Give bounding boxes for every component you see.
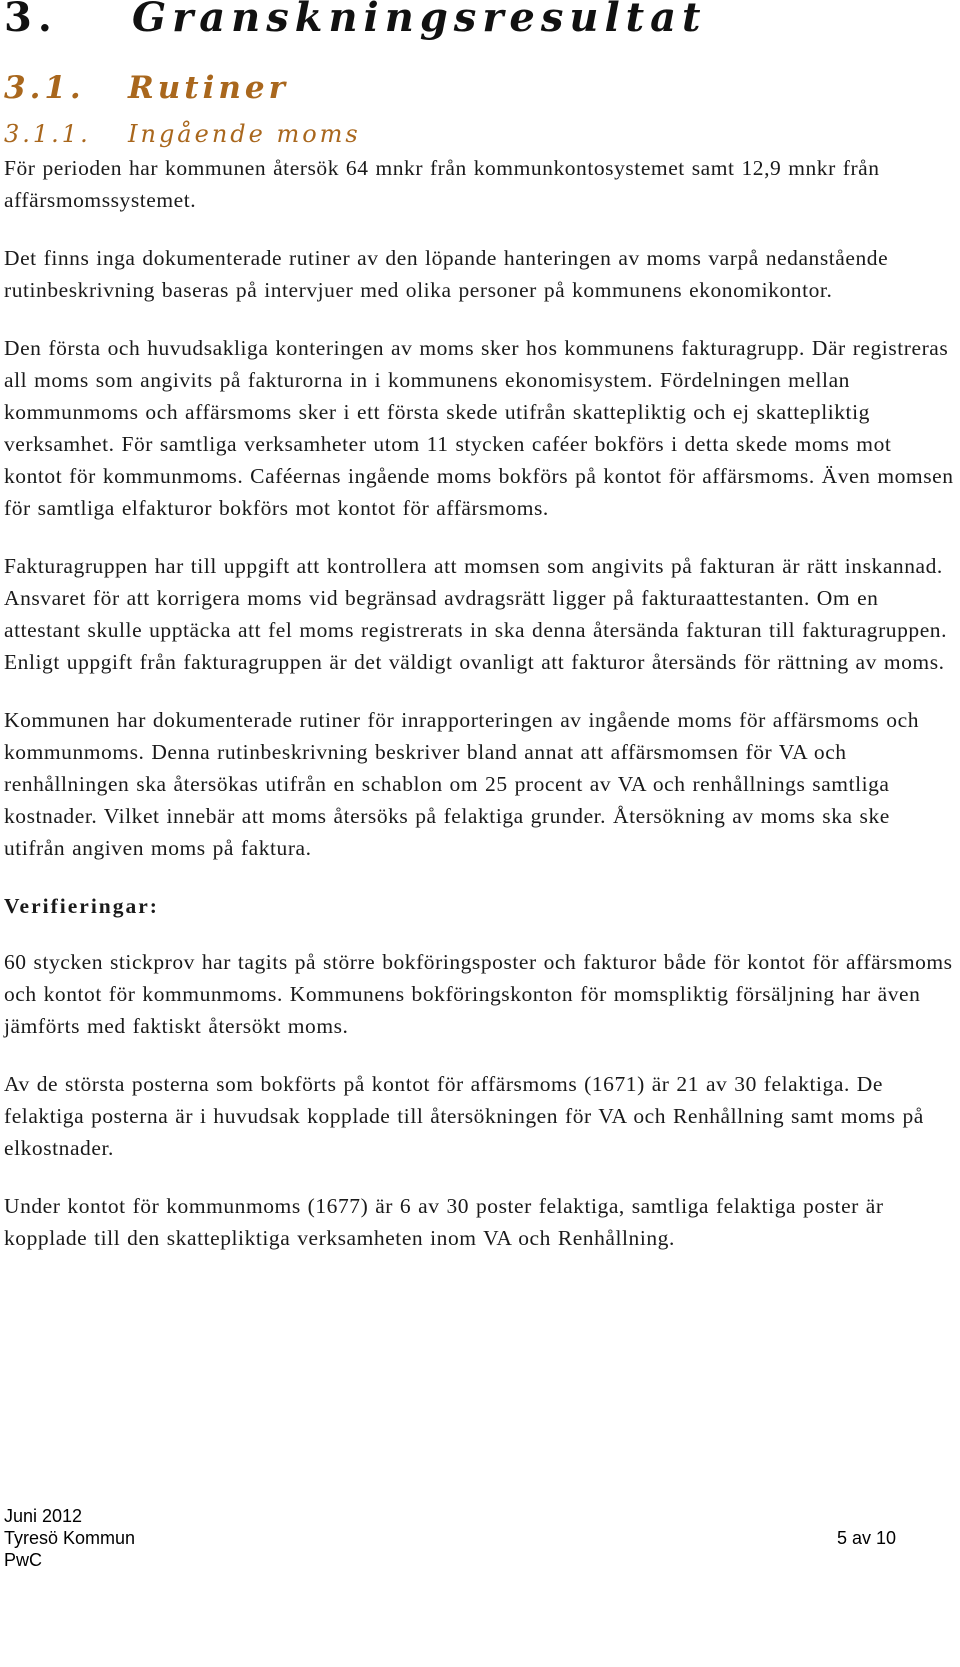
subsection-heading: [4, 120, 361, 148]
footer-row: [4, 1527, 896, 1549]
footer-date: Juni 2012: [4, 1506, 83, 1526]
chapter-number: 3.: [4, 0, 58, 41]
subsection-number: 3.1.1.: [4, 120, 91, 148]
verification-heading: Verifieringar:: [4, 894, 159, 918]
paragraph: Det finns inga dokumenterade rutiner av den löpande hanteringen av moms varpå nedanstående rutinbeskrivning baseras på intervjuer med olika personer på kommunens ekonomikontor.: [4, 246, 889, 302]
subsection-title: Ingående moms: [128, 120, 361, 148]
section-title: Rutiner: [128, 70, 289, 106]
section-number: 3.1.: [4, 70, 85, 106]
paragraph: Fakturagruppen har till uppgift att kontrollera att momsen som angivits på fakturan är rätt inskannad. Ansvaret för att korrigera moms vid begränsad avdragsrätt ligger på fakturaattestanten. Om en attestant skulle upptäcka att fel moms registrerats in ska denna återsända fakturan till fakturagruppen. Enligt uppgift från fakturagruppen är det väldigt ovanligt att fakturor återsänds för rättning av moms.: [4, 554, 948, 674]
verification-paragraph: 60 stycken stickprov har tagits på större bokföringsposter och fakturor både för kontot för affärsmoms och kontot för kommunmoms. Kommunens bokföringskonton för momspliktig försäljning har även jämförts med faktiskt återsökt moms.: [4, 950, 953, 1038]
chapter-heading: [4, 0, 707, 41]
section-heading: [4, 70, 289, 106]
paragraph: Kommunen har dokumenterade rutiner för inrapporteringen av ingående moms för affärsmoms och kommunmoms. Denna rutinbeskrivning beskriver bland annat att affärsmomsen för VA och renhållningen ska återsökas utifrån en schablon om 25 procent av VA och renhållnings samtliga kostnader. Vilket innebär att moms återsöks på felaktiga grunder. Återsökning av moms ska ske utifrån angiven moms på faktura.: [4, 708, 920, 860]
paragraph: För perioden har kommunen återsök 64 mnkr från kommunkontosystemet samt 12,9 mnkr från affärsmomssystemet.: [4, 156, 880, 212]
chapter-title: Granskningsresultat: [132, 0, 707, 41]
body-text: [4, 152, 956, 1280]
page-footer: [4, 1505, 896, 1571]
verification-paragraph: Under kontot för kommunmoms (1677) är 6 av 30 poster felaktiga, samtliga felaktiga poster är kopplade till den skattepliktiga verksamheten inom VA och Renhållning.: [4, 1194, 884, 1250]
footer-company: PwC: [4, 1550, 43, 1570]
page-number: 5 av 10: [836, 1528, 896, 1548]
paragraph: Den första och huvudsakliga konteringen av moms sker hos kommunens fakturagrupp. Där registreras all moms som angivits på fakturorna in i kommunens ekonomisystem. Fördelningen mellan kommunmoms och affärsmoms sker i ett första skede utifrån skattepliktig och ej skattepliktig verksamhet. För samtliga verksamheter utom 11 stycken caféer bokförs i detta skede moms mot kontot för kommunmoms. Caféernas ingående moms bokförs på kontot för affärsmoms. Även momsen för samtliga elfakturor bokförs mot kontot för affärsmoms.: [4, 336, 954, 520]
verification-paragraph: Av de största posterna som bokförts på kontot för affärsmoms (1671) är 21 av 30 felaktiga. De felaktiga posterna är i huvudsak kopplade till återsökningen för VA och Renhållning samt moms på elkostnader.: [4, 1072, 924, 1160]
footer-organization: Tyresö Kommun: [4, 1528, 136, 1548]
